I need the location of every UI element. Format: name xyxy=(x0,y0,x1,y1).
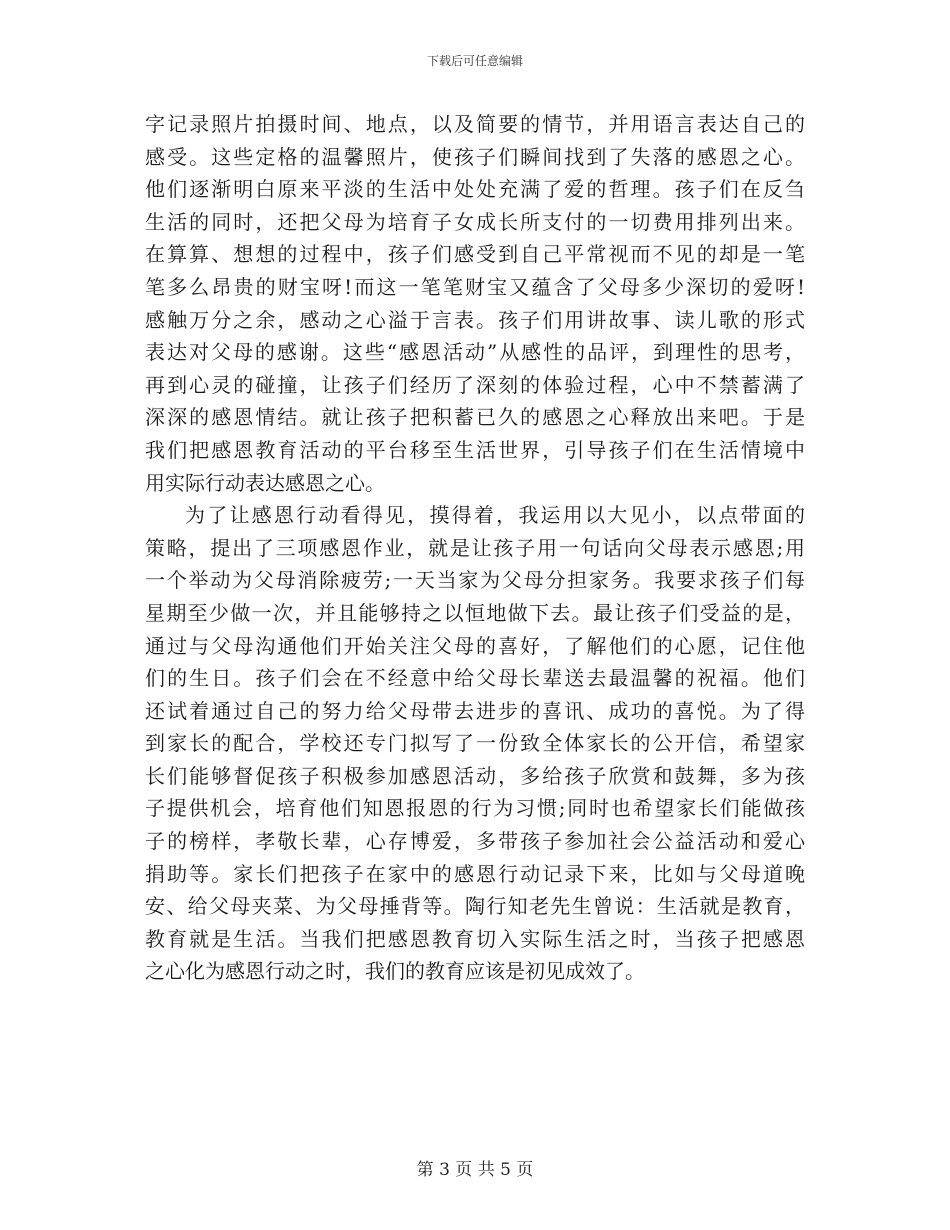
text-line: 我们把感恩教育活动的平台移至生活世界，引导孩子们在生活情境中 xyxy=(145,437,805,462)
text-line: 之心化为感恩行动之时，我们的教育应该是初见成效了。 xyxy=(145,959,645,984)
text-line: 生活的同时，还把父母为培育子女成长所支付的一切费用排列出来。 xyxy=(145,209,805,234)
text-line: 子提供机会，培育他们知恩报恩的行为习惯;同时也希望家长们能做孩 xyxy=(145,796,805,821)
text-line: 深深的感恩情结。就让孩子把积蓄已久的感恩之心释放出来吧。于是 xyxy=(145,405,805,430)
text-line: 再到心灵的碰撞，让孩子们经历了深刻的体验过程，心中不禁蓄满了 xyxy=(145,372,805,397)
text-line: 为了让感恩行动看得见，摸得着，我运用以大见小，以点带面的 xyxy=(185,503,805,528)
text-line: 们的生日。孩子们会在不经意中给父母长辈送去最温馨的祝福。他们 xyxy=(145,666,805,691)
document-body xyxy=(145,108,805,988)
page-footer: 第 3 页 共 5 页 xyxy=(416,1160,534,1180)
text-line: 捐助等。家长们把孩子在家中的感恩行动记录下来，比如与父母道晚 xyxy=(145,861,805,886)
paragraph xyxy=(145,499,805,988)
text-line: 笔多么昂贵的财宝呀!而这一笔笔财宝又蕴含了父母多少深切的爱呀! xyxy=(145,274,805,299)
text-line: 他们逐渐明白原来平淡的生活中处处充满了爱的哲理。孩子们在反刍 xyxy=(145,177,805,202)
text-line: 安、给父母夹菜、为父母捶背等。陶行知老先生曾说：生活就是教育， xyxy=(145,894,805,919)
paragraph xyxy=(145,108,805,499)
text-line: 策略，提出了三项感恩作业，就是让孩子用一句话向父母表示感恩;用 xyxy=(145,535,805,560)
text-line: 还试着通过自己的努力给父母带去进步的喜讯、成功的喜悦。为了得 xyxy=(145,698,805,723)
text-line: 星期至少做一次，并且能够持之以恒地做下去。最让孩子们受益的是， xyxy=(145,600,805,625)
page-header: 下载后可任意编辑 xyxy=(426,54,523,68)
text-line: 通过与父母沟通他们开始关注父母的喜好，了解他们的心愿，记住他 xyxy=(145,633,805,658)
text-line: 感触万分之余，感动之心溢于言表。孩子们用讲故事、读儿歌的形式 xyxy=(145,307,805,332)
text-line: 在算算、想想的过程中，孩子们感受到自己平常视而不见的却是一笔 xyxy=(145,242,805,267)
text-line: 表达对父母的感谢。这些“感恩活动”从感性的品评，到理性的思考， xyxy=(145,340,805,365)
text-line: 教育就是生活。当我们把感恩教育切入实际生活之时，当孩子把感恩 xyxy=(145,926,805,951)
text-line: 用实际行动表达感恩之心。 xyxy=(145,470,385,495)
text-line: 感受。这些定格的温馨照片，使孩子们瞬间找到了失落的感恩之心。 xyxy=(145,144,805,169)
text-line: 一个举动为父母消除疲劳;一天当家为父母分担家务。我要求孩子们每 xyxy=(145,568,805,593)
text-line: 字记录照片拍摄时间、地点，以及简要的情节，并用语言表达自己的 xyxy=(145,112,805,136)
text-line: 到家长的配合，学校还专门拟写了一份致全体家长的公开信，希望家 xyxy=(145,731,805,756)
text-line: 长们能够督促孩子积极参加感恩活动，多给孩子欣赏和鼓舞，多为孩 xyxy=(145,763,805,788)
text-line: 子的榜样，孝敬长辈，心存博爱，多带孩子参加社会公益活动和爱心 xyxy=(145,829,805,854)
